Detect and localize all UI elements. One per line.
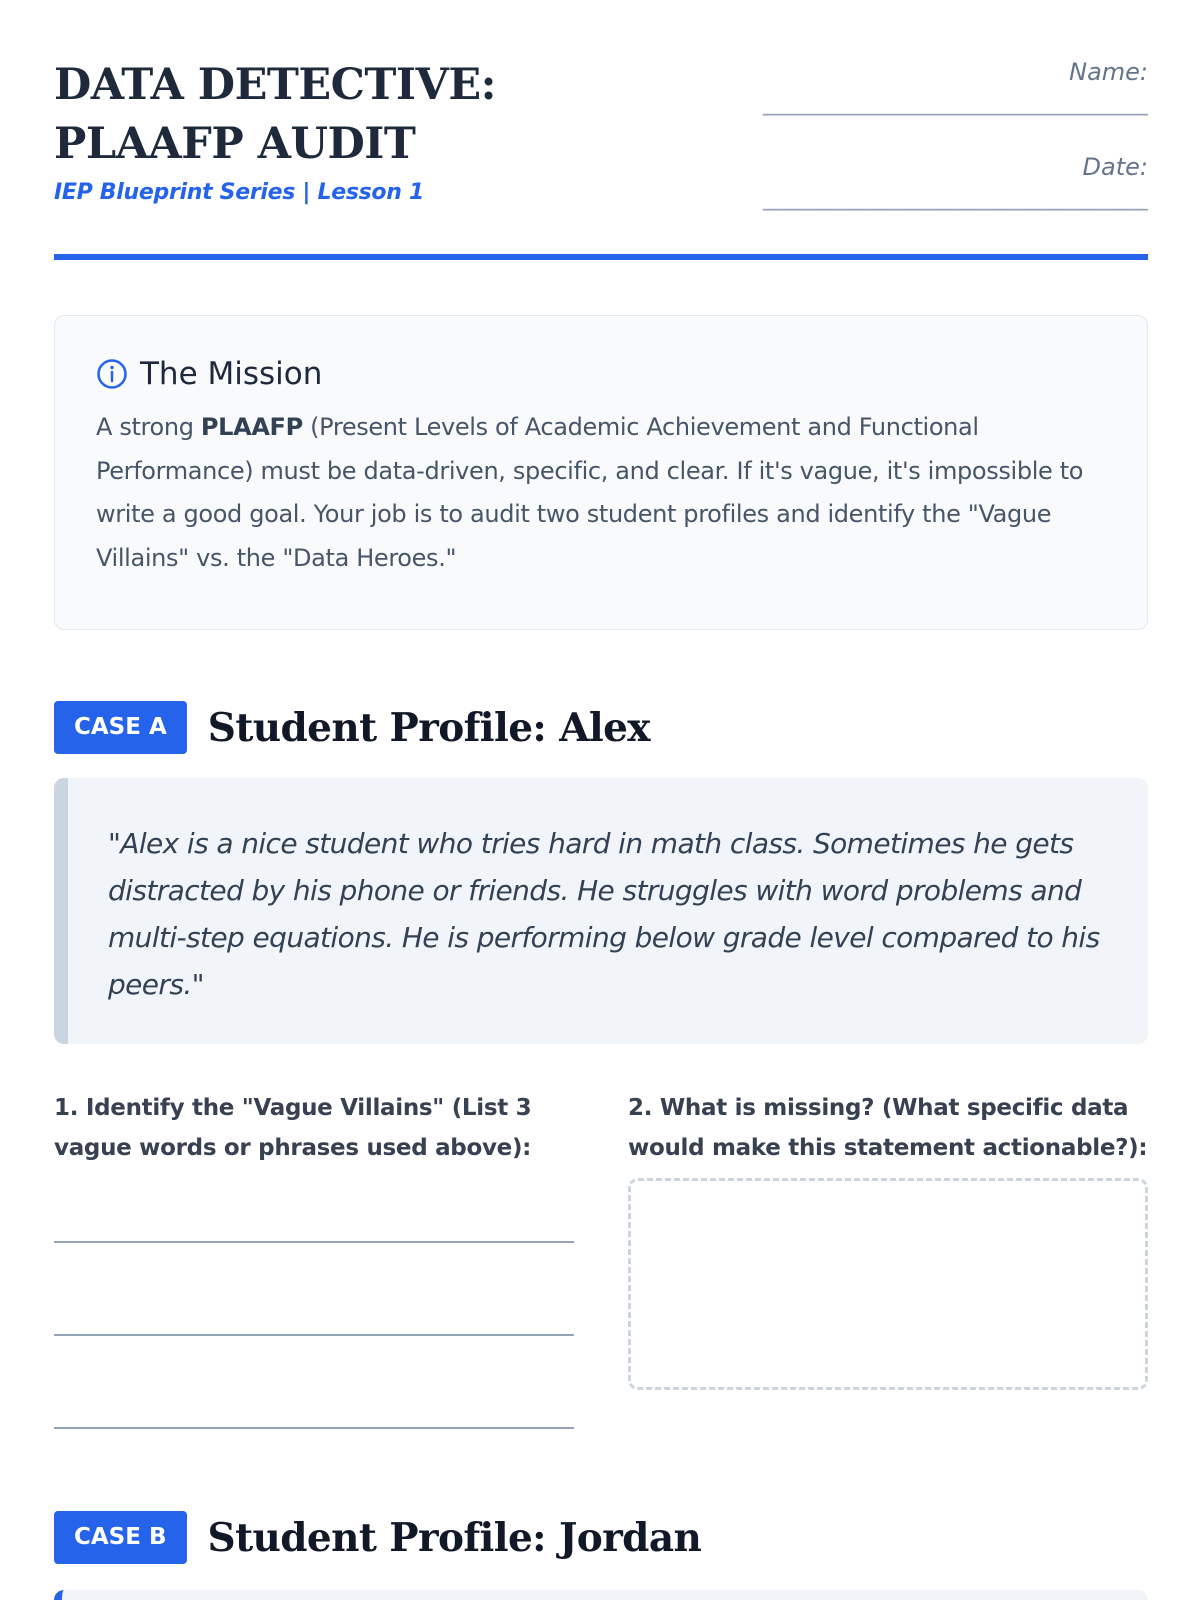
case-b-badge: CASE B: [54, 1511, 187, 1564]
case-a-heading: [54, 701, 650, 754]
case-b-profile-quote: [54, 1590, 1148, 1600]
case-b-title: Student Profile: Jordan: [207, 1514, 702, 1561]
mission-text-rest: (Present Levels of Academic Achievement and Functional Performance) must be data-driven, specific, and clear. If it's vague, it's impossible to write a good goal. Your job is to audit two student profiles and identify the "Vague Villains" vs. the "Data Heroes.": [96, 413, 1084, 572]
date-label: Date:: [1082, 153, 1148, 181]
answer-box[interactable]: [628, 1178, 1148, 1390]
case-a-profile-quote: [54, 778, 1148, 1044]
case-a-quote-text: "Alex is a nice student who tries hard in math class. Sometimes he gets distracted by his phone or friends. He struggles with word problems and multi-step equations. He is performing below grade level compared to his peers.": [108, 827, 1100, 1001]
question-1-prompt: 1. Identify the "Vague Villains" (List 3 vague words or phrases used above):: [54, 1095, 532, 1161]
mission-heading: [96, 356, 1107, 392]
title-line-1: DATA DETECTIVE:: [54, 60, 496, 110]
page-subtitle: IEP Blueprint Series | Lesson 1: [54, 180, 424, 205]
mission-title: The Mission: [140, 356, 323, 392]
answer-line-2[interactable]: [54, 1334, 574, 1336]
worksheet-header: [54, 56, 1148, 262]
student-info: [648, 56, 1148, 246]
title-line-2: PLAAFP AUDIT: [54, 119, 416, 169]
case-b-heading: [54, 1511, 701, 1564]
header-divider: [54, 254, 1148, 260]
name-row: [648, 58, 1148, 151]
mission-card: [54, 315, 1148, 630]
question-2-prompt: 2. What is missing? (What specific data would make this statement actionable?):: [628, 1095, 1148, 1161]
info-icon: [96, 358, 128, 390]
date-row: [648, 153, 1148, 246]
mission-text-start: A strong: [96, 413, 201, 441]
answer-line-3[interactable]: [54, 1427, 574, 1429]
answer-line-1[interactable]: [54, 1241, 574, 1243]
mission-text-term: PLAAFP: [200, 413, 303, 441]
name-label: Name:: [1069, 58, 1148, 86]
name-blank[interactable]: ___________________________________: [763, 88, 1148, 116]
date-blank[interactable]: ___________________________________: [763, 183, 1148, 211]
mission-text: [96, 406, 1107, 580]
case-a-badge: CASE A: [54, 701, 187, 754]
case-a-title: Student Profile: Alex: [207, 704, 650, 751]
